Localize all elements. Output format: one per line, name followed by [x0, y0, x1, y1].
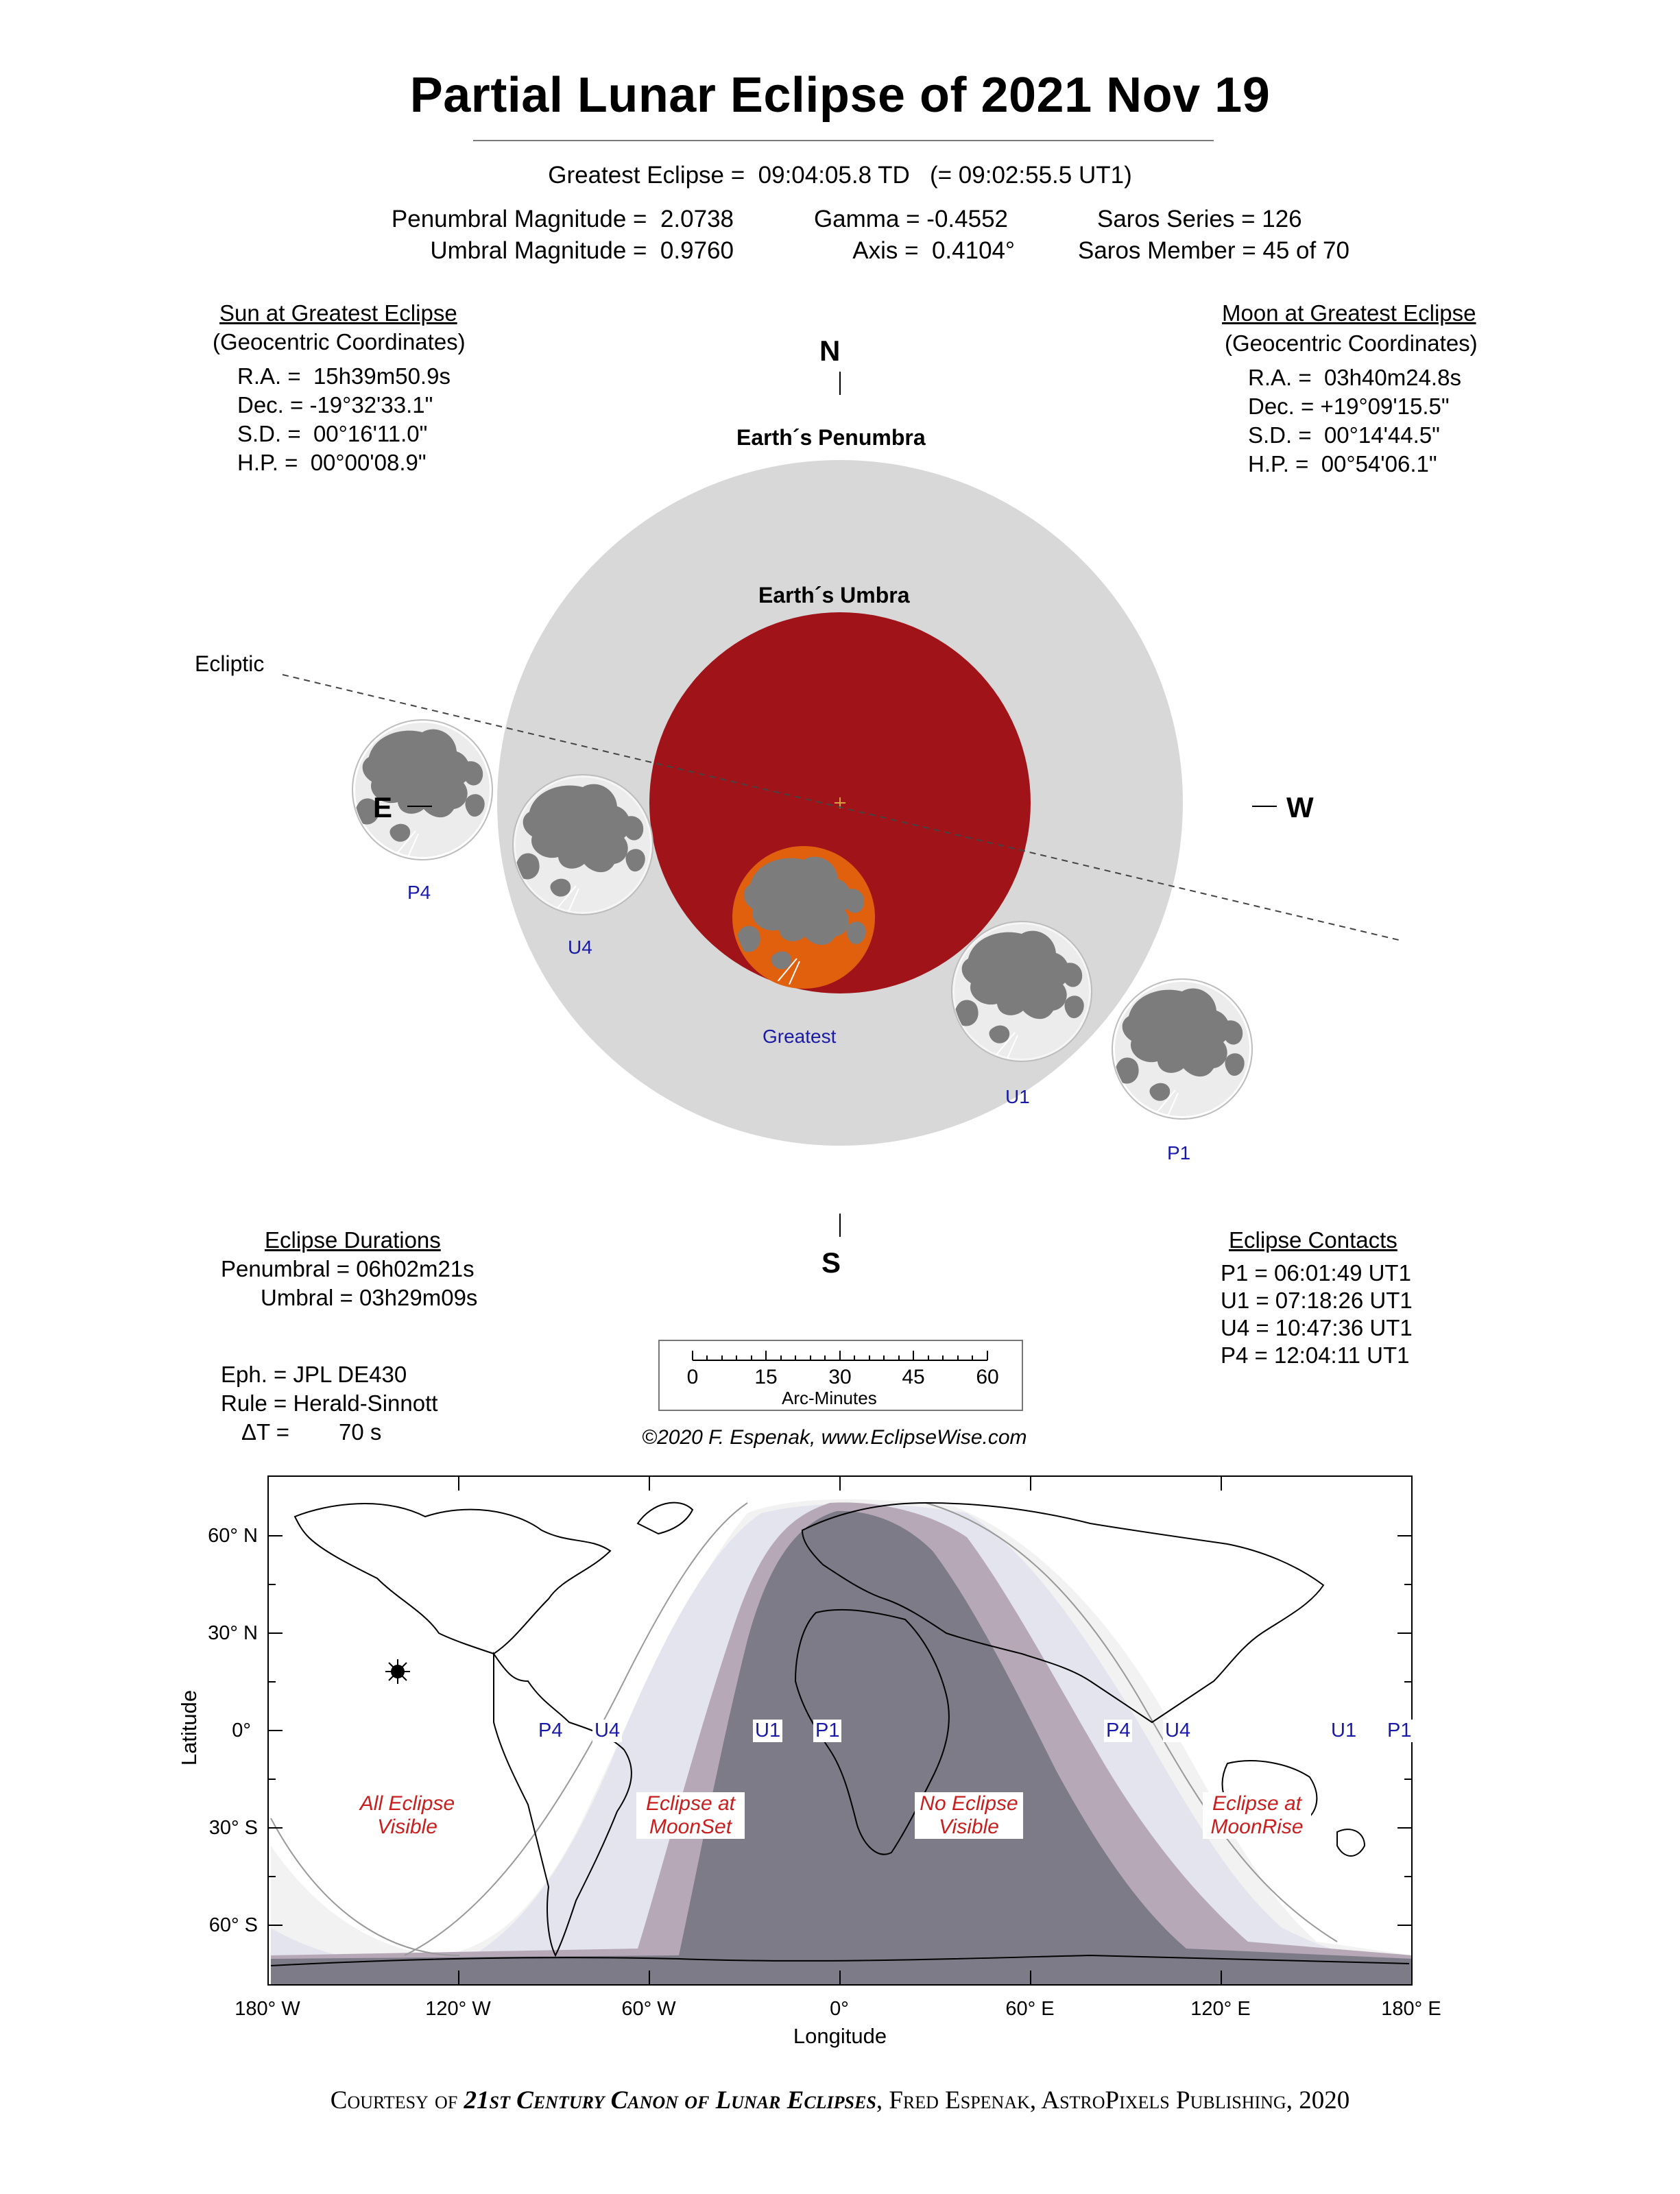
scale-tick-15: 15 [754, 1366, 778, 1388]
lat-tick-60n: 60° N [208, 1525, 258, 1547]
map-contact-p1-east: P1 [1385, 1720, 1413, 1742]
contacts-heading: Eclipse Contacts [1229, 1227, 1397, 1253]
moon-u1 [952, 921, 1092, 1061]
lon-tick-180w: 180° W [235, 1998, 300, 2020]
courtesy-footer: Courtesy of 21st Century Canon of Lunar Eclipses, Fred Espenak, AstroPixels Publishing, 2020 [330, 2086, 1350, 2114]
map-contact-p4-west: P4 [536, 1720, 564, 1742]
book-title: 21st Century Canon of Lunar Eclipses [464, 2086, 876, 2114]
sun-dec: Dec. = -19°32'33.1" [237, 392, 433, 418]
contact-u4: U4 = 10:47:36 UT1 [1221, 1315, 1413, 1340]
map-contact-p4-east: P4 [1104, 1720, 1132, 1742]
moon-sd: S.D. = 00°14'44.5" [1248, 422, 1440, 448]
east-label: E [373, 791, 393, 823]
map-contact-u4-east: U4 [1163, 1720, 1192, 1742]
page-title: Partial Lunar Eclipse of 2021 Nov 19 [409, 68, 1271, 123]
delta-t-label: ΔT = [241, 1419, 290, 1445]
zone-moonset: Eclipse at MoonSet [636, 1792, 745, 1839]
zone-moonrise: Eclipse at MoonRise [1203, 1792, 1311, 1839]
moon-hp: H.P. = 00°54'06.1" [1248, 451, 1437, 477]
moon-label-p4: P4 [407, 882, 431, 903]
scale-tick-0: 0 [686, 1366, 699, 1388]
contact-p4: P4 = 12:04:11 UT1 [1221, 1342, 1410, 1368]
umbral-duration: Umbral = 03h29m09s [261, 1285, 478, 1310]
lon-tick-60e: 60° E [1005, 1998, 1055, 2020]
lon-tick-0: 0° [830, 1998, 849, 2020]
saros-series: Saros Series = 126 [1097, 206, 1302, 232]
zone-no-eclipse: No Eclipse Visible [915, 1792, 1023, 1839]
south-label: S [821, 1246, 841, 1279]
lat-tick-60s: 60° S [208, 1914, 258, 1936]
penumbral-duration: Penumbral = 06h02m21s [221, 1256, 475, 1281]
delta-t-value: 70 s [339, 1419, 382, 1445]
scale-tick-30: 30 [828, 1366, 852, 1388]
title-divider [473, 140, 1214, 141]
umbra-label: Earth´s Umbra [758, 583, 910, 607]
scale-tick-60: 60 [976, 1366, 999, 1388]
ephemeris: Eph. = JPL DE430 [221, 1362, 407, 1387]
sun-subheading: (Geocentric Coordinates) [213, 329, 466, 354]
moon-label-p1: P1 [1167, 1142, 1191, 1164]
moon-label-u4: U4 [568, 937, 592, 958]
scale-tick-45: 45 [902, 1366, 925, 1388]
moon-u4 [513, 775, 653, 915]
moon-greatest [732, 846, 875, 989]
moon-label-u1: U1 [1005, 1086, 1030, 1107]
sun-heading: Sun at Greatest Eclipse [219, 300, 457, 326]
map-contact-u4-west: U4 [592, 1720, 622, 1742]
moon-dec: Dec. = +19°09'15.5" [1248, 394, 1450, 419]
lon-tick-120w: 120° W [425, 1998, 491, 2020]
lon-tick-60w: 60° W [621, 1998, 676, 2020]
map-ylabel: Latitude [177, 1689, 201, 1766]
moon-p4 [352, 720, 492, 860]
west-label: W [1286, 791, 1314, 823]
sun-sd: S.D. = 00°16'11.0" [237, 421, 428, 446]
sun-ra: R.A. = 15h39m50.9s [237, 363, 451, 389]
moon-label-greatest: Greatest [763, 1026, 837, 1047]
moon-heading: Moon at Greatest Eclipse [1222, 300, 1476, 326]
copyright-credit: ©2020 F. Espenak, www.EclipseWise.com [642, 1426, 1027, 1449]
sun-hp: H.P. = 00°00'08.9" [237, 450, 427, 475]
penumbra-label: Earth´s Penumbra [736, 425, 926, 450]
gamma-value: Gamma = -0.4552 [813, 206, 1008, 232]
contact-p1: P1 = 06:01:49 UT1 [1221, 1260, 1411, 1286]
contact-u1: U1 = 07:18:26 UT1 [1221, 1288, 1413, 1313]
umbral-magnitude: Umbral Magnitude = 0.9760 [430, 237, 734, 264]
axis-value: Axis = 0.4104° [852, 237, 1015, 264]
zone-all-visible: All Eclipse Visible [359, 1792, 455, 1838]
lon-tick-180e: 180° E [1381, 1998, 1441, 2020]
greatest-eclipse-line: Greatest Eclipse = 09:04:05.8 TD (= 09:02:55.5 UT1) [548, 162, 1132, 189]
map-contact-u1-west: U1 [753, 1720, 782, 1742]
moon-p1 [1112, 979, 1252, 1119]
ecliptic-label: Ecliptic [195, 651, 265, 676]
map-xlabel: Longitude [793, 2024, 887, 2048]
delta-t-rule: Rule = Herald-Sinnott [221, 1390, 438, 1416]
map-contact-u1-east: U1 [1329, 1720, 1358, 1742]
lon-tick-120e: 120° E [1190, 1998, 1251, 2020]
penumbral-magnitude: Penumbral Magnitude = 2.0738 [391, 206, 734, 232]
moon-subheading: (Geocentric Coordinates) [1225, 330, 1478, 356]
lat-tick-30n: 30° N [208, 1622, 258, 1644]
lat-tick-30s: 30° S [208, 1817, 258, 1839]
moon-ra: R.A. = 03h40m24.8s [1248, 365, 1461, 390]
saros-member: Saros Member = 45 of 70 [1078, 237, 1349, 264]
durations-heading: Eclipse Durations [265, 1227, 441, 1253]
map-contact-p1-west: P1 [813, 1720, 841, 1742]
north-label: N [819, 335, 841, 367]
lat-tick-0: 0° [232, 1720, 251, 1741]
scale-label: Arc-Minutes [782, 1388, 877, 1408]
